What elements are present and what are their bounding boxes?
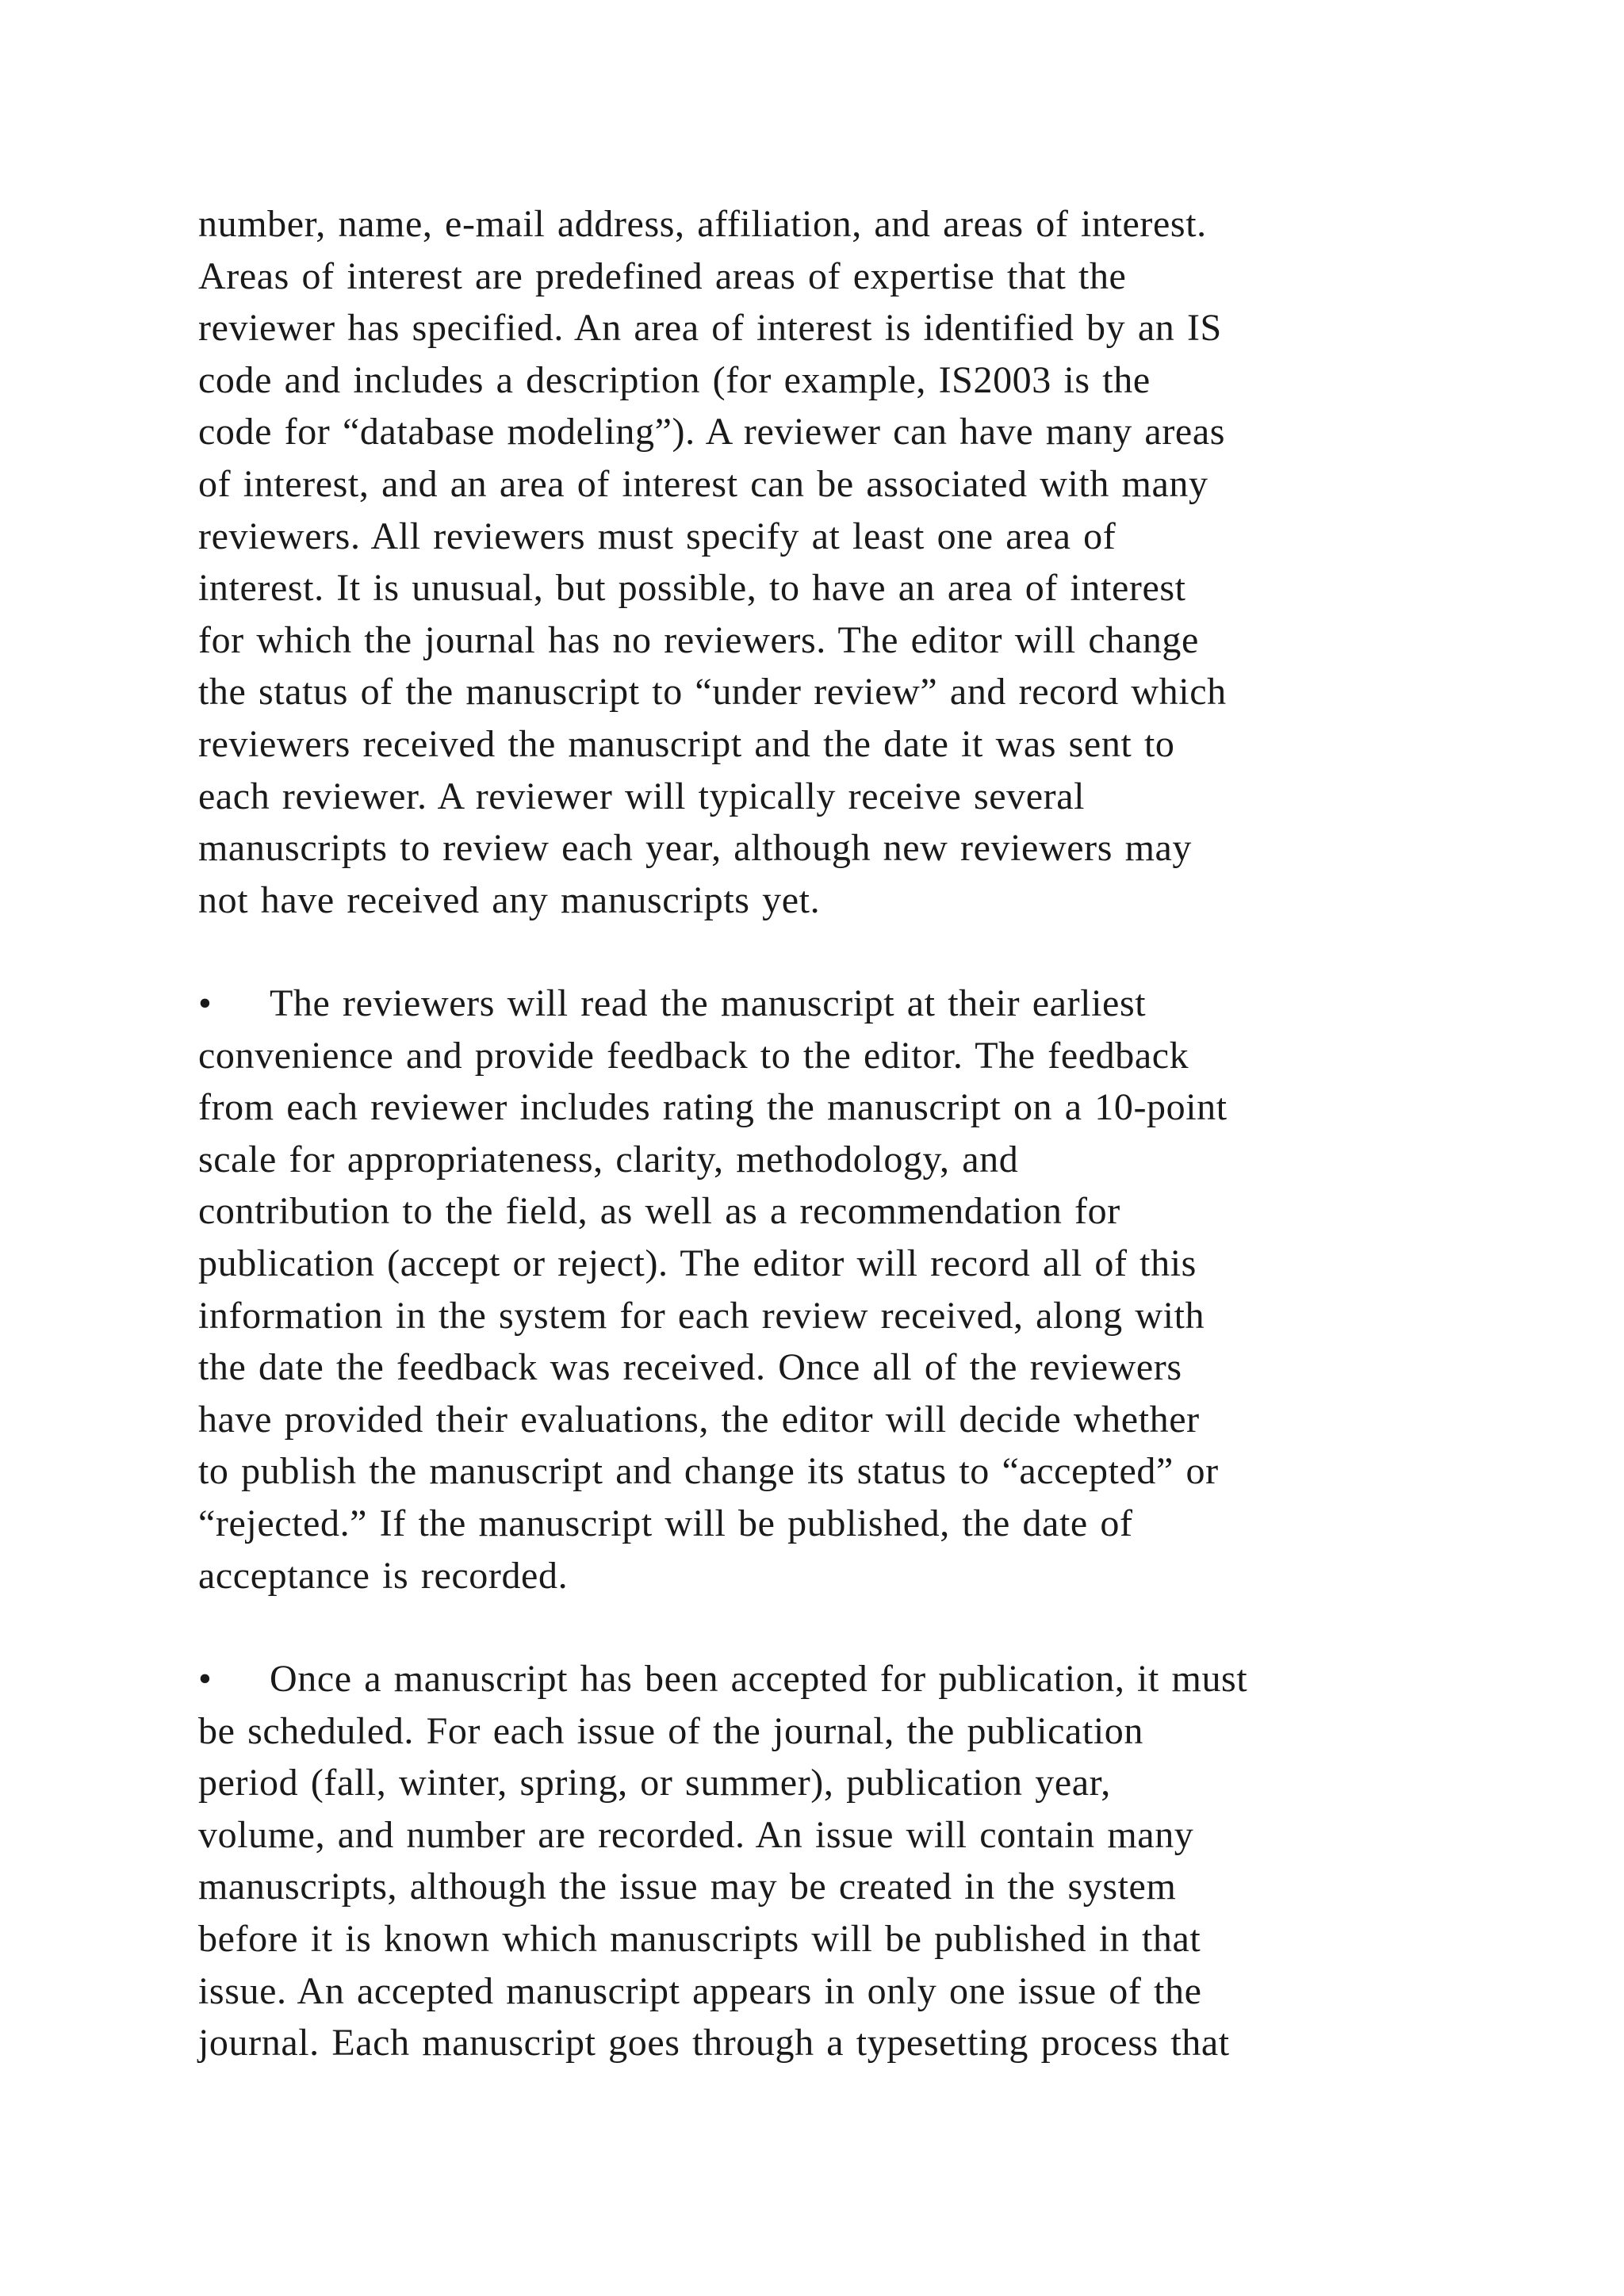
text-line: reviewer has specified. An area of interest is identified by an IS <box>198 307 1222 350</box>
bullet-line <box>198 1653 1451 1705</box>
text-line: not have received any manuscripts yet. <box>198 878 821 921</box>
text-line: Once a manuscript has been accepted for publication, it must <box>270 1658 1248 1700</box>
text-line: from each reviewer includes rating the manuscript on a 10-point <box>198 1086 1228 1129</box>
paragraph-2 <box>198 978 1451 1601</box>
text-line: number, name, e-mail address, affiliation, and areas of interest. <box>198 203 1207 245</box>
text-line: contribution to the field, as well as a recommendation for <box>198 1190 1120 1233</box>
text-line: journal. Each manuscript goes through a typesetting process that <box>198 2022 1230 2064</box>
bullet-marker: • <box>198 1658 213 1700</box>
text-line: The reviewers will read the manuscript at their earliest <box>270 982 1147 1024</box>
paragraph-1 <box>198 198 1451 926</box>
text-line: before it is known which manuscripts will be published in that <box>198 1917 1201 1960</box>
text-line: reviewers received the manuscript and the date it was sent to <box>198 722 1175 765</box>
text-line: manuscripts, although the issue may be created in the system <box>198 1866 1177 1908</box>
text-line: each reviewer. A reviewer will typically receive several <box>198 775 1086 817</box>
bullet-line <box>198 978 1451 1030</box>
text-line: reviewers. All reviewers must specify at least one area of <box>198 515 1116 557</box>
text-line: issue. An accepted manuscript appears in only one issue of the <box>198 1969 1202 2012</box>
text-line: the date the feedback was received. Once all of the reviewers <box>198 1346 1182 1389</box>
text-line: to publish the manuscript and change its status to “accepted” or <box>198 1450 1219 1493</box>
text-line: interest. It is unusual, but possible, to have an area of interest <box>198 567 1186 610</box>
text-line: acceptance is recorded. <box>198 1554 569 1597</box>
text-line: code for “database modeling”). A reviewer can have many areas <box>198 411 1226 453</box>
text-line: be scheduled. For each issue of the journal, the publication <box>198 1709 1144 1752</box>
text-line: volume, and number are recorded. An issue will contain many <box>198 1813 1194 1856</box>
paragraph-3 <box>198 1653 1451 2069</box>
bullet-marker: • <box>198 982 213 1024</box>
text-line: manuscripts to review each year, although new reviewers may <box>198 827 1193 870</box>
text-line: Areas of interest are predefined areas of expertise that the <box>198 254 1127 297</box>
text-line: code and includes a description (for example, IS2003 is the <box>198 358 1151 401</box>
text-line: for which the journal has no reviewers. The editor will change <box>198 618 1199 661</box>
text-line: convenience and provide feedback to the editor. The feedback <box>198 1034 1189 1077</box>
text-line: have provided their evaluations, the editor will decide whether <box>198 1398 1200 1441</box>
text-line: scale for appropriateness, clarity, methodology, and <box>198 1138 1019 1181</box>
text-line: of interest, and an area of interest can be associated with many <box>198 462 1208 505</box>
text-line: period (fall, winter, spring, or summer), publication year, <box>198 1762 1111 1804</box>
text-line: publication (accept or reject). The editor will record all of this <box>198 1242 1197 1284</box>
text-line: “rejected.” If the manuscript will be published, the date of <box>198 1502 1133 1544</box>
text-line: the status of the manuscript to “under review” and record which <box>198 671 1227 714</box>
text-line: information in the system for each review received, along with <box>198 1294 1205 1337</box>
